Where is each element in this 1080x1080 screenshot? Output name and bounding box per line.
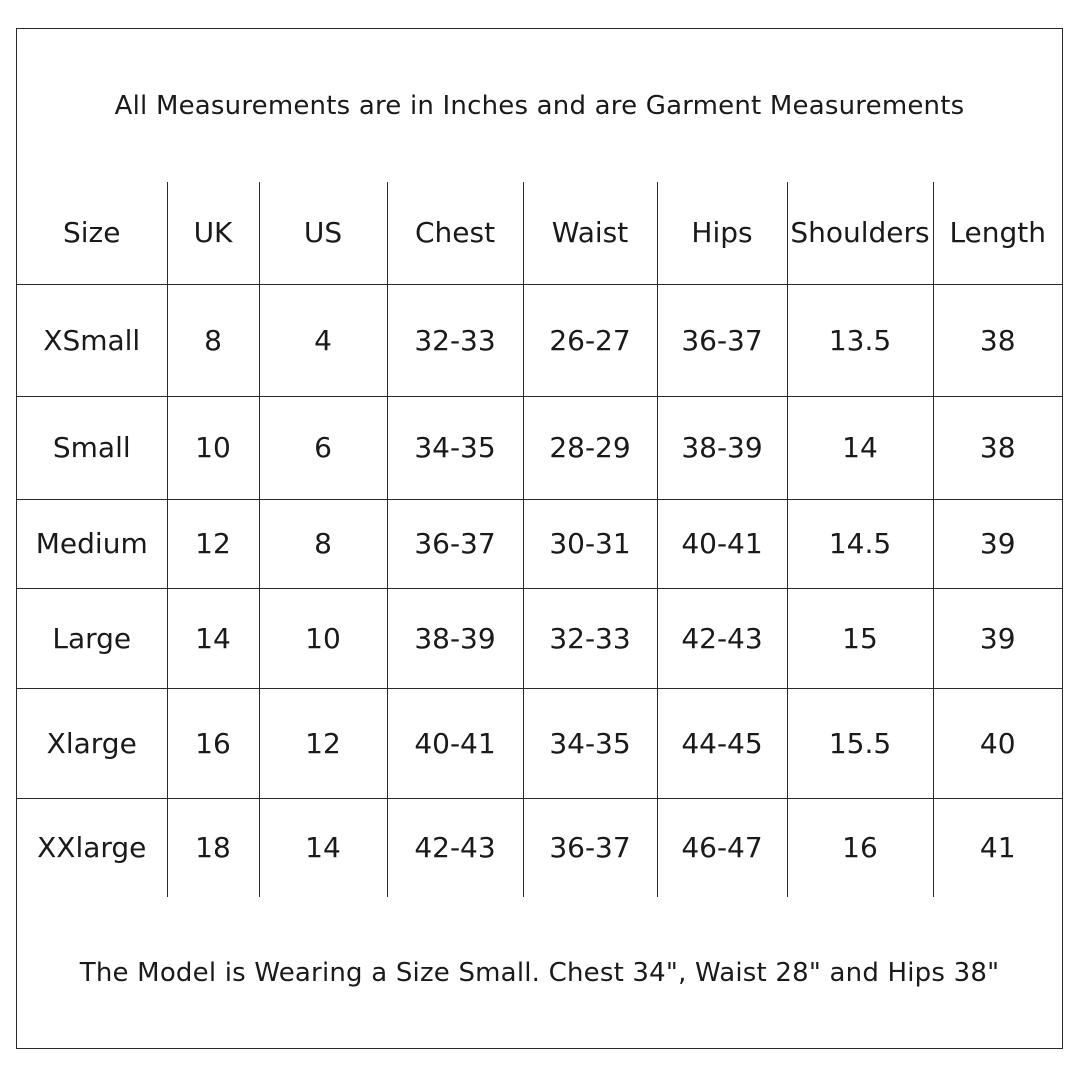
cell-hips: 44-45 <box>657 688 787 798</box>
cell-chest: 36-37 <box>387 499 523 588</box>
cell-shoulders: 15 <box>787 588 933 688</box>
cell-us: 10 <box>259 588 387 688</box>
table-header-row <box>17 182 1062 284</box>
table-row <box>17 499 1062 588</box>
cell-length: 39 <box>933 499 1062 588</box>
cell-size: Medium <box>17 499 167 588</box>
column-header-hips: Hips <box>657 182 787 284</box>
cell-uk: 18 <box>167 798 259 897</box>
cell-uk: 12 <box>167 499 259 588</box>
cell-waist: 36-37 <box>523 798 657 897</box>
cell-chest: 38-39 <box>387 588 523 688</box>
table-row <box>17 588 1062 688</box>
cell-shoulders: 16 <box>787 798 933 897</box>
cell-hips: 46-47 <box>657 798 787 897</box>
cell-us: 12 <box>259 688 387 798</box>
column-header-us: US <box>259 182 387 284</box>
cell-length: 40 <box>933 688 1062 798</box>
cell-size: Large <box>17 588 167 688</box>
table-row <box>17 798 1062 897</box>
cell-shoulders: 13.5 <box>787 284 933 396</box>
cell-chest: 40-41 <box>387 688 523 798</box>
cell-waist: 26-27 <box>523 284 657 396</box>
cell-shoulders: 14.5 <box>787 499 933 588</box>
cell-waist: 28-29 <box>523 396 657 499</box>
cell-hips: 36-37 <box>657 284 787 396</box>
column-header-shoulders: Shoulders <box>787 182 933 284</box>
cell-hips: 38-39 <box>657 396 787 499</box>
column-header-size: Size <box>17 182 167 284</box>
cell-waist: 34-35 <box>523 688 657 798</box>
cell-waist: 32-33 <box>523 588 657 688</box>
cell-size: Small <box>17 396 167 499</box>
cell-shoulders: 15.5 <box>787 688 933 798</box>
cell-hips: 40-41 <box>657 499 787 588</box>
cell-uk: 14 <box>167 588 259 688</box>
cell-us: 8 <box>259 499 387 588</box>
column-header-length: Length <box>933 182 1062 284</box>
column-header-uk: UK <box>167 182 259 284</box>
cell-shoulders: 14 <box>787 396 933 499</box>
model-size-note: The Model is Wearing a Size Small. Chest 34", Waist 28" and Hips 38" <box>79 957 1000 988</box>
cell-uk: 16 <box>167 688 259 798</box>
size-chart <box>16 28 1063 1049</box>
table-row <box>17 688 1062 798</box>
cell-waist: 30-31 <box>523 499 657 588</box>
cell-size: XXlarge <box>17 798 167 897</box>
cell-size: XSmall <box>17 284 167 396</box>
table-row <box>17 396 1062 499</box>
cell-length: 39 <box>933 588 1062 688</box>
cell-us: 14 <box>259 798 387 897</box>
cell-us: 4 <box>259 284 387 396</box>
cell-length: 41 <box>933 798 1062 897</box>
cell-chest: 42-43 <box>387 798 523 897</box>
cell-size: Xlarge <box>17 688 167 798</box>
cell-length: 38 <box>933 284 1062 396</box>
cell-chest: 32-33 <box>387 284 523 396</box>
size-table <box>17 182 1062 897</box>
cell-uk: 8 <box>167 284 259 396</box>
cell-chest: 34-35 <box>387 396 523 499</box>
column-header-chest: Chest <box>387 182 523 284</box>
column-header-waist: Waist <box>523 182 657 284</box>
measurement-note: All Measurements are in Inches and are Garment Measurements <box>114 90 965 121</box>
table-row <box>17 284 1062 396</box>
cell-length: 38 <box>933 396 1062 499</box>
cell-hips: 42-43 <box>657 588 787 688</box>
cell-uk: 10 <box>167 396 259 499</box>
cell-us: 6 <box>259 396 387 499</box>
